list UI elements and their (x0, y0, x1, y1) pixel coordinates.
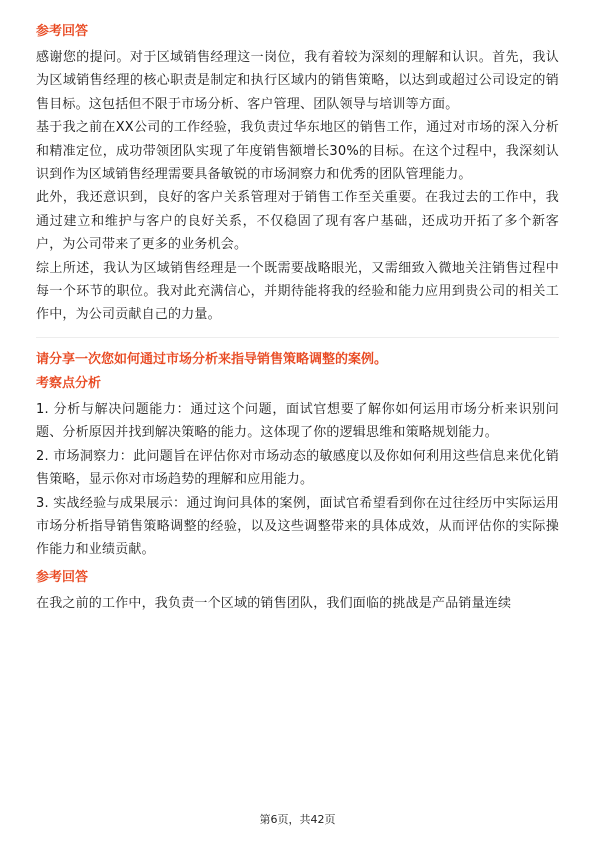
answer-paragraph-3: 此外，我还意识到，良好的客户关系管理对于销售工作至关重要。在我过去的工作中，我通过建立和维护与客户的良好关系，不仅稳固了现有客户基础，还成功开拓了多个新客户，为公司带来了更多的业务机会。 (36, 190, 559, 253)
section-divider (36, 337, 559, 338)
assessment-heading: 考察点分析 (36, 375, 102, 391)
answer-paragraph-4: 综上所述，我认为区域销售经理是一个既需要战略眼光，又需细致入微地关注销售过程中每一个环节的职位。我对此充满信心，并期待能将我的经验和能力应用到贵公司的相关工作中，为公司贡献自己的力量。 (36, 260, 559, 323)
answer-paragraph-2: 基于我之前在XX公司的工作经验，我负责过华东地区的销售工作，通过对市场的深入分析和精准定位，成功带领团队实现了年度销售额增长30%的目标。在这个过程中，我深刻认识到作为区域销售经理需要具备敏锐的市场洞察力和优秀的团队管理能力。 (36, 120, 559, 183)
page-number-footer: 第6页，共42页 (259, 813, 336, 826)
reference-answer-heading-2: 参考回答 (36, 569, 89, 585)
assessment-point-2: 2. 市场洞察力：此问题旨在评估你对市场动态的敏感度以及你如何利用这些信息来优化销售策略，显示你对市场趋势的理解和应用能力。 (36, 448, 559, 488)
page-content (36, 22, 559, 615)
assessment-point-3: 3. 实战经验与成果展示：通过询问具体的案例，面试官希望看到你在过往经历中实际运用市场分析指导销售策略调整的经验，以及这些调整带来的具体成效，从而评估你的实际操作能力和业绩贡献。 (36, 495, 559, 558)
assessment-point-1: 1. 分析与解决问题能力：通过这个问题，面试官想要了解你如何运用市场分析来识别问题、分析原因并找到解决策略的能力。这体现了你的逻辑思维和策略规划能力。 (36, 401, 559, 441)
interview-question: 请分享一次您如何通过市场分析来指导销售策略调整的案例。 (36, 351, 388, 367)
answer-paragraph-1: 感谢您的提问。对于区域销售经理这一岗位，我有着较为深刻的理解和认识。首先，我认为区域销售经理的核心职责是制定和执行区域内的销售策略，以达到或超过公司设定的销售目标。这包括但不限于市场分析、客户管理、团队领导与培训等方面。 (36, 50, 559, 112)
reference-answer-heading: 参考回答 (36, 24, 89, 39)
answer-paragraph-continued: 在我之前的工作中，我负责一个区域的销售团队，我们面临的挑战是产品销量连续 (36, 595, 512, 611)
